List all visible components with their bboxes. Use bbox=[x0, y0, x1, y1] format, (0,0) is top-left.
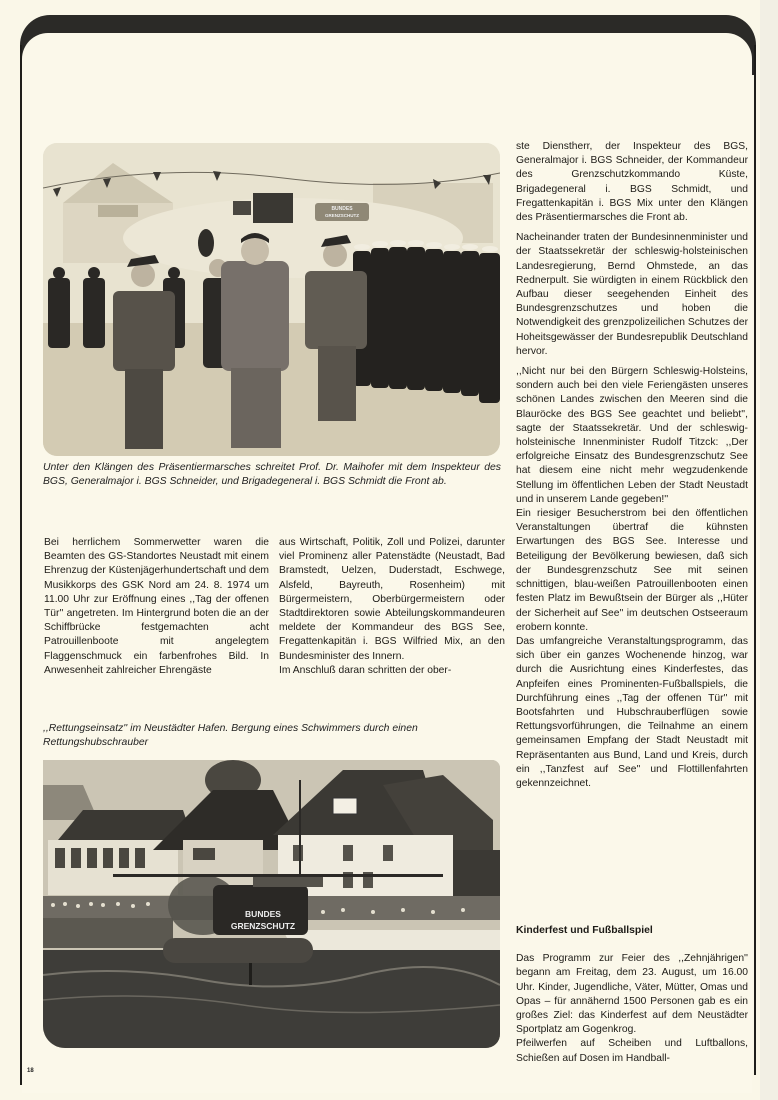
paragraph: Pfeilwerfen auf Scheiben und Luftballons, Schießen auf Dosen im Handball- bbox=[516, 1038, 748, 1064]
paragraph: Ein riesiger Besucherstrom bei den öffentlichen Veranstaltungen übertraf die kühnsten Erwartungen des BGS See. Interesse und Beteiligung der Bevölkerung bewiesen, daß sich der Bundesgrenzschutz See mit seinen schnittigen, blau-weißen Patrouillenbooten einen festen Platz im Bewußtsein der Bürger als ,,Hüter der Sicherheit auf See'' im deutschen Ostseeraum erobern konnte. bbox=[516, 508, 748, 633]
article-column-1 bbox=[44, 536, 269, 678]
svg-text:GRENZSCHUTZ: GRENZSCHUTZ bbox=[230, 921, 296, 931]
photo-caption-parade: Unter den Klängen des Präsentiermarsches schreitet Prof. Dr. Maihofer mit dem Inspekteur des BGS, Generalmajor i. BGS Schneider, und Brigadegeneral i. BGS Schmidt die Front ab. bbox=[43, 462, 501, 487]
paragraph: aus Wirtschaft, Politik, Zoll und Polizei, darunter viel Prominenz aller Patenstädte (Neustadt, Bad Bramstedt, Uelzen, Duderstadt, Eschwege, Alsfeld, Bayreuth, Rosenheim) mit Bürgermeistern, Oberbürgermeistern oder Stadtdirektoren sowie Abteilungskommandeuren meldete der Kommandeur des BGS See, Fregattenkapitän i. BGS Wilfried Mix, an den Bundesminister des Innern. bbox=[279, 537, 505, 662]
article-section-kinderfest bbox=[516, 924, 748, 1066]
photo-harbour-rescue bbox=[43, 760, 500, 1048]
svg-text:GRENZSCHUTZ: GRENZSCHUTZ bbox=[325, 213, 359, 218]
article-column-3 bbox=[516, 140, 748, 791]
section-heading: Kinderfest und Fußballspiel bbox=[516, 925, 653, 936]
paragraph: ste Dienstherr, der Inspekteur des BGS, Generalmajor i. BGS Schneider, der Kommandeur des Grenzschutzkommando Küste, Brigadegeneral i. BGS Schmidt, und Fregattenkapitän i. BGS Mix unter den Klängen des Präsentiermarsches die Front ab. bbox=[516, 141, 748, 224]
paragraph: Das umfangreiche Veranstaltungsprogramm, das sich über ein ganzes Wochenende hinzog, war durch die Ausrichtung eines Kinderfestes, das Anpfeifen eines Prominenten-Fußballspiels, die Durchführung eines ,,Tag der offenen Tür'' mit Bootsfahrten und Hubschrauberflügen sowie Rettungsvorführungen, die Teilnahme an einem gemeinsamen Empfang der Stadt Neustadt mit Repräsentanten aus Bund, Land und Kreis, durch ein ,,Tanzfest auf See'' und Flottillenfahrten gekennzeichnet. bbox=[516, 635, 748, 789]
photo-caption-harbour: ,,Rettungseinsatz'' im Neustädter Hafen. Bergung eines Schwimmers durch einen Rettungshubschrauber bbox=[43, 723, 418, 748]
adjacent-page-edge bbox=[760, 0, 778, 1100]
paragraph: Bei herrlichem Sommerwetter waren die Beamten des GS-Standortes Neustadt mit einem Ehrenzug der Küstenjägerhundertschaft und dem Musikkorps des GSK Nord am 24. 8. 1974 um 11.00 Uhr zur Eröffnung eines ,,Tag der offenen Tür'' angetreten. Im Hintergrund boten die an der Schiffbrücke festgemachten acht Patrouillenboote mit angelegtem Flaggenschmuck ein farbenfrohes Bild. In Anwesenheit zahlreicher Ehrengäste bbox=[44, 537, 269, 676]
page-frame-right-rule bbox=[754, 45, 756, 1075]
article-column-2 bbox=[279, 536, 505, 678]
svg-text:BUNDES: BUNDES bbox=[245, 909, 281, 919]
parade-illustration bbox=[43, 143, 500, 456]
page-frame-left-rule bbox=[20, 45, 22, 1085]
paragraph: Das Programm zur Feier des ,,Zehnjährigen'' begann am Freitag, dem 23. August, um 16.00 Uhr. Kinder, Jugendliche, Väter, Mütter, Omas und Opas – für annähernd 1500 Personen gab es ein großes Ziel: das Kinderfest auf dem Neustädter Sportplatz am Gogenkrog. bbox=[516, 953, 748, 1036]
paragraph: Im Anschluß daran schritten der ober- bbox=[279, 664, 452, 676]
svg-text:BUNDES: BUNDES bbox=[331, 206, 353, 212]
harbour-illustration bbox=[43, 760, 500, 1048]
page-number: 18 bbox=[27, 1068, 34, 1074]
photo-parade-inspection bbox=[43, 143, 500, 456]
paragraph: Nacheinander traten der Bundesinnenminister und der Staatssekretär der schleswig-holsteinischen Landesregierung, Bernd Ohmstede, an das Rednerpult. Sie würdigten in einem Rückblick den Aufbau dieser seegehenden Einheit des Bundesgrenzschutzes und hoben die Notwendigkeit des grenzpolizeilichen Schutzes der Hoheitsgewässer der Bundesrepublik Deutschland hervor. bbox=[516, 232, 748, 357]
paragraph: ,,Nicht nur bei den Bürgern Schleswig-Holsteins, sondern auch bei den viele Feriengästen unseres schönen Landes zwischen den Meeren sind die Blauröcke des BGS See geachtet und beliebt'', sagte der Staatssekretär. Und der schleswig-holsteinische Innenminister Rudolf Titzck: ,,Der erfolgreiche Einsatz des Bundesgrenzschutz See hat diesem eine nicht mehr wegzudenkende Stellung im öffentlichen Leben der Stadt Neustadt und in unserem Lande gegeben!'' bbox=[516, 366, 748, 505]
